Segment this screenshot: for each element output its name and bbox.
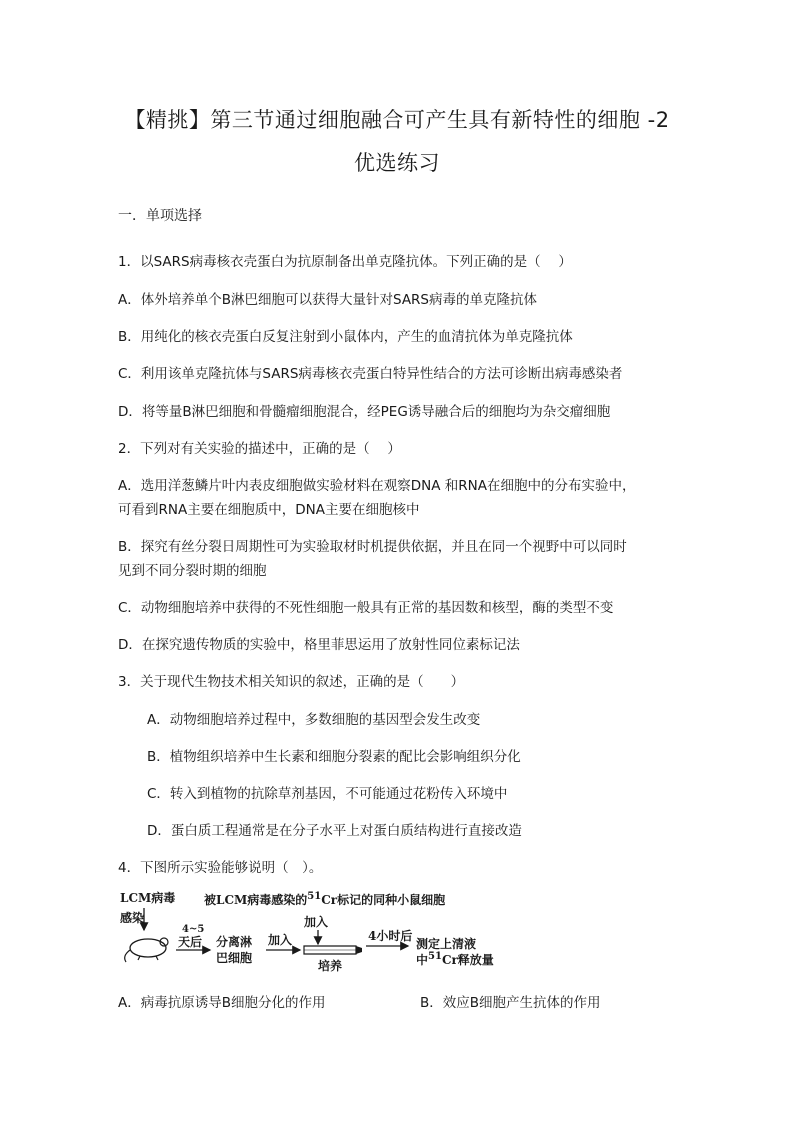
lymph-label: 巴细胞	[216, 951, 253, 965]
question-3-option-d: D．蛋白质工程通常是在分子水平上对蛋白质结构进行直接改造	[147, 823, 522, 839]
question-4-option-a: A．病毒抗原诱导B细胞分化的作用	[118, 995, 326, 1011]
experiment-diagram	[118, 886, 528, 976]
add-label-1: 加入	[268, 933, 293, 947]
question-1-stem: 1．以SARS病毒核衣壳蛋白为抗原制备出单克隆抗体。下列正确的是（ ）	[118, 254, 572, 270]
question-2-option-a-line1: A．选用洋葱鳞片叶内表皮细胞做实验材料在观察DNA 和RNA在细胞中的分布实验中，	[118, 478, 636, 494]
infected-cells-label: 被LCM病毒感染的$^{51}$Cr标记的同种小鼠细胞	[204, 891, 446, 907]
question-3-option-a: A．动物细胞培养过程中，多数细胞的基因型会发生改变	[147, 712, 481, 728]
infect-label: 感染	[120, 911, 145, 925]
question-3-option-b: B．植物组织培养中生长素和细胞分裂素的配比会影响组织分化	[147, 749, 521, 765]
question-2-option-b-line1: B．探究有丝分裂日周期性可为实验取材时机提供依据，并且在同一个视野中可以同时	[118, 539, 627, 555]
question-1-option-c: C．利用该单克隆抗体与SARS病毒核衣壳蛋白特异性结合的方法可诊断出病毒感染者	[118, 366, 623, 382]
question-1-option-b: B．用纯化的核衣壳蛋白反复注射到小鼠体内，产生的血清抗体为单克隆抗体	[118, 329, 573, 345]
question-2-option-c: C．动物细胞培养中获得的不死性细胞一般具有正常的基因数和核型，酶的类型不变	[118, 600, 614, 616]
question-3-option-c: C．转入到植物的抗除草剂基因，不可能通过花粉传入环境中	[147, 786, 508, 802]
measure-label: 测定上清液	[416, 937, 477, 951]
question-2-option-a-line2: 可看到RNA主要在细胞质中，DNA主要在细胞核中	[118, 502, 420, 518]
question-2-option-b-line2: 见到不同分裂时期的细胞	[118, 563, 267, 579]
lcm-virus-label: LCM病毒	[120, 891, 176, 905]
question-2-option-d: D．在探究遗传物质的实验中，格里菲思运用了放射性同位素标记法	[118, 637, 520, 653]
culture-tube-icon	[304, 946, 362, 954]
title-line-2: 优选练习	[354, 151, 440, 175]
question-3-stem: 3．关于现代生物技术相关知识的叙述，正确的是（ ）	[118, 674, 465, 690]
days-label: 4~5	[182, 924, 205, 935]
title-line-1: 【精挑】第三节通过细胞融合可产生具有新特性的细胞 -2	[124, 108, 670, 132]
days-after-label: 天后	[178, 935, 203, 949]
culture-label: 培养	[318, 959, 343, 973]
release-label: 中$^{51}$Cr释放量	[416, 951, 494, 967]
mouse-icon	[125, 938, 168, 962]
separate-label: 分离淋	[216, 935, 253, 949]
section-heading: 一．单项选择	[118, 208, 202, 224]
question-4-stem: 4．下图所示实验能够说明（ ）。	[118, 860, 323, 876]
question-2-stem: 2．下列对有关实验的描述中，正确的是（ ）	[118, 441, 401, 457]
question-1-option-a: A．体外培养单个B淋巴细胞可以获得大量针对SARS病毒的单克隆抗体	[118, 292, 538, 308]
hours-label: 4小时后	[368, 929, 413, 943]
question-1-option-d: D．将等量B淋巴细胞和骨髓瘤细胞混合，经PEG诱导融合后的细胞均为杂交瘤细胞	[118, 404, 611, 420]
question-4-option-b: B．效应B细胞产生抗体的作用	[420, 995, 601, 1011]
add-label-2: 加入	[304, 915, 329, 929]
